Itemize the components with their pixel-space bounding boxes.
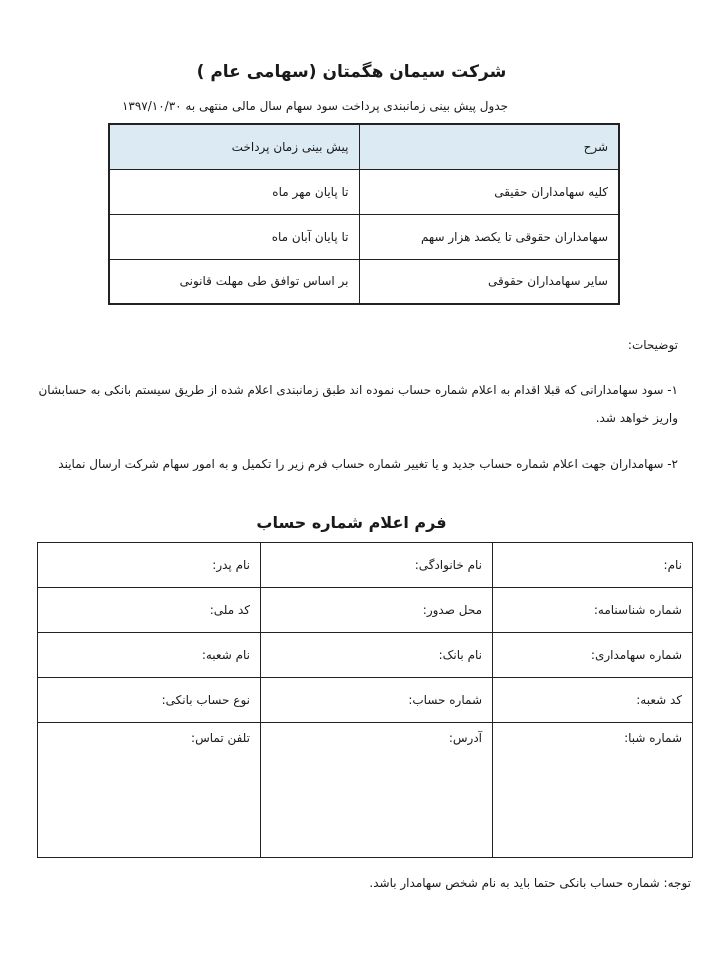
form-field-sheba-number[interactable]: شماره شبا: (493, 723, 693, 858)
form-row (38, 678, 693, 723)
form-title: فرم اعلام شماره حساب (256, 513, 447, 532)
form-field-branch-code[interactable]: کد شعبه: (493, 678, 693, 723)
form-row (38, 723, 693, 858)
column-header-description: شرح (359, 124, 619, 169)
form-field-phone[interactable]: تلفن تماس: (38, 723, 261, 858)
form-field-bank-name[interactable]: نام بانک: (261, 633, 493, 678)
form-field-first-name[interactable]: نام: (493, 543, 693, 588)
note-item-2: ۲- سهامداران جهت اعلام شماره حساب جدید و یا تغییر شماره حساب فرم زیر را تکمیل و به امور سهام شرکت ارسال نمایند (58, 457, 678, 471)
table-header-row (109, 124, 619, 169)
dividend-schedule-table (108, 123, 620, 305)
notes-heading: توضیحات: (627, 338, 678, 352)
table-cell: کلیه سهامداران حقیقی (359, 169, 619, 214)
column-header-payment-time: پیش بینی زمان پرداخت (109, 124, 359, 169)
table-cell: سهامداران حقوقی تا یکصد هزار سهم (359, 214, 619, 259)
form-field-shareholder-number[interactable]: شماره سهامداری: (493, 633, 693, 678)
table-cell: تا پایان آبان ماه (109, 214, 359, 259)
table-row (109, 214, 619, 259)
form-field-id-number[interactable]: شماره شناسنامه: (493, 588, 693, 633)
form-field-place-of-issue[interactable]: محل صدور: (261, 588, 493, 633)
form-field-father-name[interactable]: نام پدر: (38, 543, 261, 588)
form-field-national-code[interactable]: کد ملی: (38, 588, 261, 633)
table-cell: تا پایان مهر ماه (109, 169, 359, 214)
form-field-address[interactable]: آدرس: (261, 723, 493, 858)
schedule-subtitle: جدول پیش بینی زمانبندی پرداخت سود سهام سال مالی منتهی به ۱۳۹۷/۱۰/۳۰ (121, 99, 509, 113)
form-field-account-type[interactable]: نوع حساب بانکی: (38, 678, 261, 723)
footer-note: توجه: شماره حساب بانکی حتما باید به نام شخص سهامدار باشد. (369, 876, 691, 890)
table-cell: بر اساس توافق طی مهلت قانونی (109, 259, 359, 304)
form-row (38, 633, 693, 678)
table-row (109, 259, 619, 304)
form-row (38, 543, 693, 588)
form-row (38, 588, 693, 633)
note-item-1: ۱- سود سهامدارانی که قبلا اقدام به اعلام شماره حساب نموده اند طبق زمانبندی اعلام شده از طریق سیستم بانکی به حسابشان واریز خواهد شد. (38, 383, 678, 425)
form-field-account-number[interactable]: شماره حساب: (261, 678, 493, 723)
form-field-last-name[interactable]: نام خانوادگی: (261, 543, 493, 588)
account-form-table (37, 542, 693, 858)
table-cell: سایر سهامداران حقوقی (359, 259, 619, 304)
table-row (109, 169, 619, 214)
form-field-branch-name[interactable]: نام شعبه: (38, 633, 261, 678)
company-title: شرکت سیمان هگمتان (سهامی عام ) (196, 62, 507, 82)
